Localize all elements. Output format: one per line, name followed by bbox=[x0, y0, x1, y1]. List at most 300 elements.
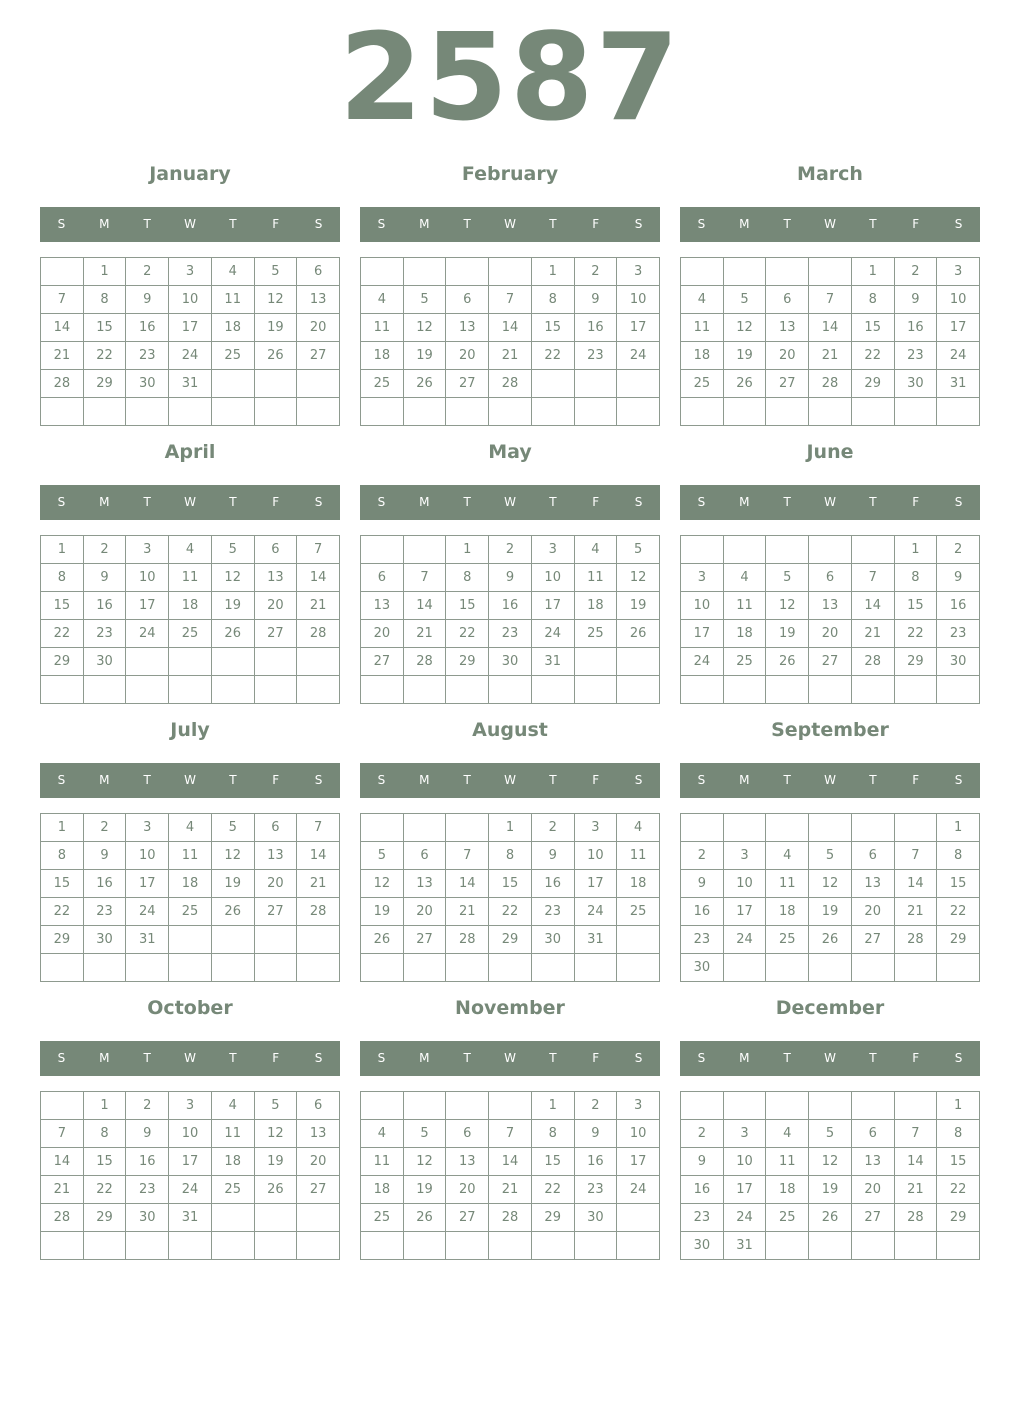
empty-cell bbox=[895, 398, 938, 426]
day-cell: 25 bbox=[681, 370, 724, 398]
day-cell: 3 bbox=[169, 1092, 212, 1120]
day-cell: 8 bbox=[489, 842, 532, 870]
day-cell: 5 bbox=[361, 842, 404, 870]
empty-cell bbox=[489, 1092, 532, 1120]
weekday-label: T bbox=[463, 773, 471, 787]
empty-cell bbox=[41, 676, 84, 704]
day-cell: 9 bbox=[681, 1148, 724, 1176]
day-cell: 11 bbox=[724, 592, 767, 620]
day-cell: 1 bbox=[489, 814, 532, 842]
empty-cell bbox=[126, 954, 169, 982]
day-cell: 6 bbox=[446, 286, 489, 314]
day-cell: 22 bbox=[84, 342, 127, 370]
empty-cell bbox=[404, 1092, 447, 1120]
day-cell: 21 bbox=[297, 870, 340, 898]
day-cell: 25 bbox=[766, 926, 809, 954]
empty-cell bbox=[617, 370, 660, 398]
day-cell: 28 bbox=[41, 1204, 84, 1232]
empty-cell bbox=[404, 258, 447, 286]
weekday-header bbox=[40, 763, 340, 798]
day-cell: 9 bbox=[84, 842, 127, 870]
day-cell: 1 bbox=[937, 1092, 980, 1120]
month-calendar bbox=[680, 993, 980, 1260]
day-cell: 22 bbox=[489, 898, 532, 926]
weekday-label: M bbox=[739, 217, 750, 231]
day-cell: 21 bbox=[809, 342, 852, 370]
day-cell: 1 bbox=[446, 536, 489, 564]
empty-cell bbox=[809, 954, 852, 982]
day-cell: 1 bbox=[532, 258, 575, 286]
weekday-label: T bbox=[143, 1051, 151, 1065]
month-calendar bbox=[680, 715, 980, 982]
day-cell: 24 bbox=[575, 898, 618, 926]
month-calendar bbox=[680, 437, 980, 704]
day-cell: 11 bbox=[766, 1148, 809, 1176]
empty-cell bbox=[126, 1232, 169, 1260]
empty-cell bbox=[41, 398, 84, 426]
empty-cell bbox=[126, 676, 169, 704]
empty-cell bbox=[446, 1232, 489, 1260]
day-cell: 22 bbox=[895, 620, 938, 648]
empty-cell bbox=[575, 370, 618, 398]
day-cell: 7 bbox=[489, 286, 532, 314]
weekday-label: S bbox=[57, 217, 66, 231]
day-cell: 18 bbox=[617, 870, 660, 898]
day-cell: 4 bbox=[212, 258, 255, 286]
empty-cell bbox=[575, 1232, 618, 1260]
weekday-label: T bbox=[229, 773, 237, 787]
weekday-label: M bbox=[419, 217, 430, 231]
day-grid bbox=[680, 257, 980, 426]
empty-cell bbox=[404, 814, 447, 842]
day-cell: 4 bbox=[361, 1120, 404, 1148]
empty-cell bbox=[297, 954, 340, 982]
day-cell: 19 bbox=[212, 870, 255, 898]
day-cell: 10 bbox=[681, 592, 724, 620]
weekday-label: T bbox=[229, 1051, 237, 1065]
day-cell: 10 bbox=[724, 870, 767, 898]
day-cell: 18 bbox=[169, 592, 212, 620]
day-cell: 2 bbox=[937, 536, 980, 564]
day-cell: 11 bbox=[169, 564, 212, 592]
day-cell: 5 bbox=[255, 258, 298, 286]
month-calendar bbox=[40, 993, 340, 1260]
day-cell: 20 bbox=[255, 592, 298, 620]
empty-cell bbox=[681, 1092, 724, 1120]
day-cell: 11 bbox=[617, 842, 660, 870]
empty-cell bbox=[852, 398, 895, 426]
day-cell: 24 bbox=[724, 926, 767, 954]
day-cell: 20 bbox=[404, 898, 447, 926]
empty-cell bbox=[404, 1232, 447, 1260]
empty-cell bbox=[617, 398, 660, 426]
day-cell: 3 bbox=[681, 564, 724, 592]
empty-cell bbox=[446, 954, 489, 982]
day-cell: 24 bbox=[169, 342, 212, 370]
day-cell: 2 bbox=[84, 814, 127, 842]
weekday-label: F bbox=[272, 1051, 280, 1065]
weekday-label: F bbox=[272, 217, 280, 231]
empty-cell bbox=[255, 648, 298, 676]
day-cell: 1 bbox=[895, 536, 938, 564]
day-cell: 29 bbox=[489, 926, 532, 954]
day-cell: 16 bbox=[489, 592, 532, 620]
day-cell: 1 bbox=[41, 814, 84, 842]
day-cell: 28 bbox=[41, 370, 84, 398]
empty-cell bbox=[617, 1204, 660, 1232]
weekday-label: F bbox=[912, 495, 920, 509]
weekday-label: T bbox=[869, 1051, 877, 1065]
day-cell: 10 bbox=[126, 842, 169, 870]
day-cell: 11 bbox=[361, 314, 404, 342]
day-grid bbox=[680, 1091, 980, 1260]
empty-cell bbox=[852, 814, 895, 842]
weekday-header bbox=[360, 1041, 660, 1076]
day-cell: 15 bbox=[41, 870, 84, 898]
empty-cell bbox=[937, 1232, 980, 1260]
day-cell: 12 bbox=[212, 842, 255, 870]
empty-cell bbox=[852, 954, 895, 982]
day-cell: 5 bbox=[809, 1120, 852, 1148]
weekday-label: T bbox=[229, 495, 237, 509]
day-cell: 5 bbox=[617, 536, 660, 564]
weekday-label: F bbox=[272, 773, 280, 787]
day-cell: 8 bbox=[852, 286, 895, 314]
day-cell: 3 bbox=[617, 258, 660, 286]
empty-cell bbox=[532, 1232, 575, 1260]
day-cell: 26 bbox=[809, 926, 852, 954]
day-grid bbox=[360, 257, 660, 426]
weekday-label: S bbox=[954, 773, 963, 787]
day-cell: 28 bbox=[852, 648, 895, 676]
weekday-label: S bbox=[634, 773, 643, 787]
empty-cell bbox=[255, 676, 298, 704]
day-cell: 18 bbox=[575, 592, 618, 620]
empty-cell bbox=[681, 676, 724, 704]
day-cell: 24 bbox=[126, 620, 169, 648]
day-cell: 28 bbox=[404, 648, 447, 676]
day-cell: 27 bbox=[297, 342, 340, 370]
day-cell: 29 bbox=[446, 648, 489, 676]
empty-cell bbox=[404, 954, 447, 982]
day-cell: 14 bbox=[297, 564, 340, 592]
day-cell: 23 bbox=[575, 342, 618, 370]
day-cell: 12 bbox=[724, 314, 767, 342]
empty-cell bbox=[809, 1092, 852, 1120]
weekday-label: T bbox=[869, 495, 877, 509]
weekday-label: T bbox=[549, 217, 557, 231]
day-cell: 14 bbox=[895, 1148, 938, 1176]
day-cell: 18 bbox=[361, 342, 404, 370]
empty-cell bbox=[724, 258, 767, 286]
day-cell: 31 bbox=[575, 926, 618, 954]
empty-cell bbox=[724, 676, 767, 704]
weekday-label: M bbox=[739, 773, 750, 787]
day-cell: 25 bbox=[575, 620, 618, 648]
weekday-label: T bbox=[783, 495, 791, 509]
empty-cell bbox=[617, 954, 660, 982]
day-cell: 13 bbox=[766, 314, 809, 342]
day-cell: 1 bbox=[532, 1092, 575, 1120]
day-cell: 10 bbox=[575, 842, 618, 870]
day-cell: 5 bbox=[212, 536, 255, 564]
day-cell: 6 bbox=[297, 1092, 340, 1120]
day-cell: 17 bbox=[724, 1176, 767, 1204]
day-cell: 30 bbox=[681, 954, 724, 982]
day-cell: 7 bbox=[41, 286, 84, 314]
day-cell: 12 bbox=[404, 1148, 447, 1176]
empty-cell bbox=[809, 814, 852, 842]
day-cell: 5 bbox=[404, 1120, 447, 1148]
day-cell: 12 bbox=[766, 592, 809, 620]
empty-cell bbox=[169, 398, 212, 426]
day-cell: 30 bbox=[532, 926, 575, 954]
empty-cell bbox=[575, 648, 618, 676]
day-cell: 4 bbox=[361, 286, 404, 314]
empty-cell bbox=[532, 370, 575, 398]
empty-cell bbox=[724, 814, 767, 842]
day-cell: 2 bbox=[126, 1092, 169, 1120]
day-cell: 3 bbox=[937, 258, 980, 286]
month-title: March bbox=[797, 163, 863, 185]
weekday-label: S bbox=[377, 217, 386, 231]
day-cell: 24 bbox=[532, 620, 575, 648]
day-cell: 7 bbox=[404, 564, 447, 592]
day-cell: 10 bbox=[169, 1120, 212, 1148]
empty-cell bbox=[361, 258, 404, 286]
empty-cell bbox=[297, 1204, 340, 1232]
empty-cell bbox=[212, 1204, 255, 1232]
empty-cell bbox=[489, 676, 532, 704]
day-cell: 23 bbox=[532, 898, 575, 926]
day-cell: 15 bbox=[532, 1148, 575, 1176]
day-cell: 24 bbox=[617, 342, 660, 370]
weekday-label: W bbox=[504, 1051, 516, 1065]
day-cell: 27 bbox=[404, 926, 447, 954]
day-cell: 30 bbox=[937, 648, 980, 676]
empty-cell bbox=[766, 954, 809, 982]
empty-cell bbox=[724, 536, 767, 564]
day-cell: 23 bbox=[84, 620, 127, 648]
day-cell: 13 bbox=[297, 1120, 340, 1148]
month-title: November bbox=[455, 997, 565, 1019]
weekday-label: S bbox=[57, 1051, 66, 1065]
day-cell: 2 bbox=[489, 536, 532, 564]
weekday-label: T bbox=[783, 217, 791, 231]
empty-cell bbox=[852, 676, 895, 704]
day-cell: 26 bbox=[766, 648, 809, 676]
day-cell: 8 bbox=[895, 564, 938, 592]
day-cell: 24 bbox=[681, 648, 724, 676]
empty-cell bbox=[489, 1232, 532, 1260]
day-cell: 8 bbox=[84, 286, 127, 314]
day-cell: 20 bbox=[361, 620, 404, 648]
day-cell: 24 bbox=[126, 898, 169, 926]
weekday-label: F bbox=[592, 217, 600, 231]
empty-cell bbox=[212, 1232, 255, 1260]
empty-cell bbox=[404, 398, 447, 426]
day-cell: 9 bbox=[126, 286, 169, 314]
month-calendar bbox=[360, 437, 660, 704]
month-title: June bbox=[806, 441, 854, 463]
day-cell: 27 bbox=[852, 926, 895, 954]
month-title: May bbox=[488, 441, 532, 463]
weekday-label: W bbox=[184, 495, 196, 509]
day-cell: 5 bbox=[212, 814, 255, 842]
day-cell: 27 bbox=[766, 370, 809, 398]
empty-cell bbox=[575, 398, 618, 426]
day-grid bbox=[40, 257, 340, 426]
empty-cell bbox=[446, 398, 489, 426]
empty-cell bbox=[255, 954, 298, 982]
weekday-label: S bbox=[634, 1051, 643, 1065]
empty-cell bbox=[617, 926, 660, 954]
empty-cell bbox=[766, 814, 809, 842]
day-cell: 22 bbox=[532, 342, 575, 370]
day-cell: 12 bbox=[617, 564, 660, 592]
day-cell: 31 bbox=[169, 1204, 212, 1232]
day-cell: 25 bbox=[361, 1204, 404, 1232]
weekday-label: T bbox=[549, 1051, 557, 1065]
day-cell: 16 bbox=[575, 1148, 618, 1176]
day-cell: 17 bbox=[169, 314, 212, 342]
day-cell: 7 bbox=[852, 564, 895, 592]
day-cell: 14 bbox=[297, 842, 340, 870]
day-cell: 3 bbox=[575, 814, 618, 842]
day-cell: 12 bbox=[404, 314, 447, 342]
weekday-header bbox=[40, 207, 340, 242]
empty-cell bbox=[489, 398, 532, 426]
day-cell: 2 bbox=[575, 1092, 618, 1120]
day-cell: 1 bbox=[937, 814, 980, 842]
day-cell: 10 bbox=[532, 564, 575, 592]
day-cell: 13 bbox=[852, 1148, 895, 1176]
empty-cell bbox=[84, 676, 127, 704]
day-cell: 25 bbox=[766, 1204, 809, 1232]
day-cell: 7 bbox=[297, 536, 340, 564]
day-cell: 30 bbox=[126, 1204, 169, 1232]
day-cell: 23 bbox=[126, 342, 169, 370]
empty-cell bbox=[212, 370, 255, 398]
day-cell: 8 bbox=[532, 1120, 575, 1148]
month-calendar bbox=[360, 159, 660, 426]
empty-cell bbox=[212, 676, 255, 704]
empty-cell bbox=[404, 676, 447, 704]
day-cell: 11 bbox=[681, 314, 724, 342]
day-cell: 22 bbox=[937, 1176, 980, 1204]
day-cell: 4 bbox=[766, 1120, 809, 1148]
weekday-label: F bbox=[272, 495, 280, 509]
day-cell: 17 bbox=[126, 592, 169, 620]
weekday-label: F bbox=[592, 495, 600, 509]
day-cell: 30 bbox=[84, 648, 127, 676]
weekday-label: S bbox=[377, 495, 386, 509]
day-cell: 21 bbox=[404, 620, 447, 648]
day-cell: 10 bbox=[724, 1148, 767, 1176]
day-cell: 15 bbox=[532, 314, 575, 342]
empty-cell bbox=[297, 676, 340, 704]
empty-cell bbox=[446, 1092, 489, 1120]
weekday-label: S bbox=[954, 217, 963, 231]
weekday-label: T bbox=[549, 773, 557, 787]
day-cell: 19 bbox=[809, 1176, 852, 1204]
day-cell: 14 bbox=[809, 314, 852, 342]
weekday-label: M bbox=[99, 1051, 110, 1065]
weekday-label: M bbox=[99, 773, 110, 787]
day-cell: 17 bbox=[169, 1148, 212, 1176]
day-cell: 13 bbox=[852, 870, 895, 898]
day-cell: 13 bbox=[404, 870, 447, 898]
empty-cell bbox=[297, 370, 340, 398]
weekday-label: T bbox=[463, 1051, 471, 1065]
day-cell: 7 bbox=[895, 842, 938, 870]
empty-cell bbox=[532, 954, 575, 982]
day-cell: 5 bbox=[255, 1092, 298, 1120]
day-cell: 9 bbox=[532, 842, 575, 870]
empty-cell bbox=[361, 814, 404, 842]
empty-cell bbox=[766, 536, 809, 564]
day-cell: 17 bbox=[937, 314, 980, 342]
day-grid bbox=[680, 535, 980, 704]
day-cell: 18 bbox=[169, 870, 212, 898]
empty-cell bbox=[169, 1232, 212, 1260]
day-cell: 29 bbox=[852, 370, 895, 398]
day-cell: 6 bbox=[255, 536, 298, 564]
day-cell: 23 bbox=[489, 620, 532, 648]
day-cell: 6 bbox=[852, 842, 895, 870]
empty-cell bbox=[809, 676, 852, 704]
weekday-label: S bbox=[697, 1051, 706, 1065]
empty-cell bbox=[255, 370, 298, 398]
day-cell: 6 bbox=[809, 564, 852, 592]
day-cell: 11 bbox=[575, 564, 618, 592]
day-cell: 27 bbox=[361, 648, 404, 676]
day-cell: 3 bbox=[724, 842, 767, 870]
day-cell: 16 bbox=[681, 898, 724, 926]
weekday-label: W bbox=[824, 773, 836, 787]
day-cell: 8 bbox=[41, 564, 84, 592]
day-cell: 14 bbox=[852, 592, 895, 620]
day-cell: 15 bbox=[84, 1148, 127, 1176]
day-cell: 25 bbox=[361, 370, 404, 398]
weekday-label: W bbox=[504, 495, 516, 509]
empty-cell bbox=[809, 1232, 852, 1260]
weekday-label: W bbox=[504, 773, 516, 787]
day-cell: 17 bbox=[724, 898, 767, 926]
weekday-header bbox=[680, 485, 980, 520]
empty-cell bbox=[724, 1092, 767, 1120]
day-cell: 24 bbox=[169, 1176, 212, 1204]
day-cell: 26 bbox=[255, 342, 298, 370]
weekday-label: S bbox=[634, 495, 643, 509]
day-cell: 1 bbox=[41, 536, 84, 564]
empty-cell bbox=[575, 954, 618, 982]
day-cell: 16 bbox=[895, 314, 938, 342]
empty-cell bbox=[361, 536, 404, 564]
day-cell: 1 bbox=[852, 258, 895, 286]
day-cell: 6 bbox=[852, 1120, 895, 1148]
day-cell: 25 bbox=[212, 1176, 255, 1204]
empty-cell bbox=[809, 258, 852, 286]
day-cell: 6 bbox=[297, 258, 340, 286]
month-calendar bbox=[40, 437, 340, 704]
day-cell: 22 bbox=[532, 1176, 575, 1204]
empty-cell bbox=[895, 814, 938, 842]
day-cell: 20 bbox=[852, 1176, 895, 1204]
day-cell: 14 bbox=[446, 870, 489, 898]
weekday-label: T bbox=[869, 217, 877, 231]
day-cell: 8 bbox=[937, 1120, 980, 1148]
